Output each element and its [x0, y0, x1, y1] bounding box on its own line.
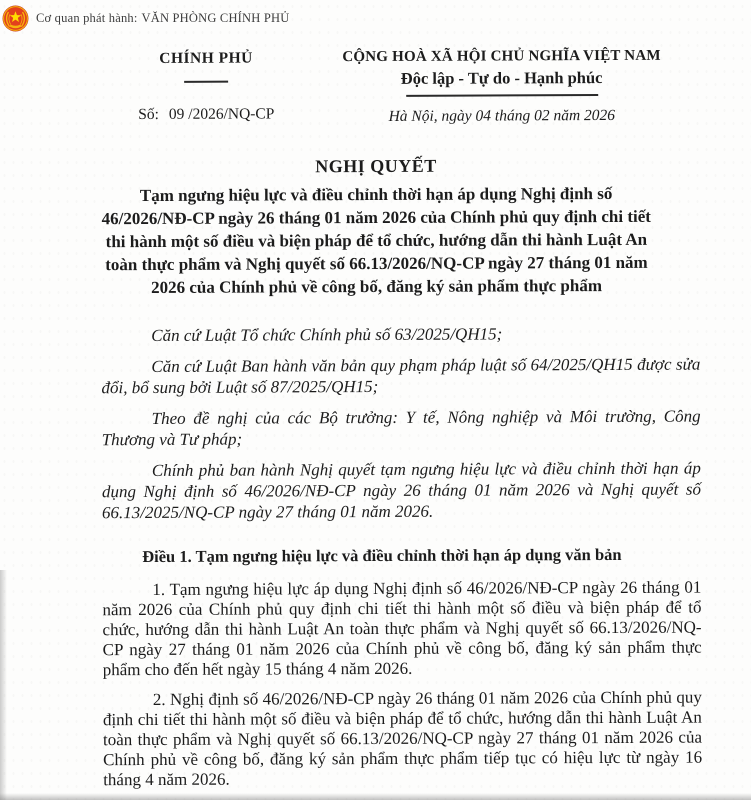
preamble-paragraph: Căn cứ Luật Tổ chức Chính phủ số 63/2025/QH15; [151, 324, 503, 345]
national-title: CỘNG HOÀ XÃ HỘI CHỦ NGHĨA VIỆT NAM [342, 47, 661, 66]
document-header [0, 47, 751, 127]
title-block [0, 154, 751, 299]
scan-bottom-shadow [0, 793, 751, 800]
doc-subject-line: Tạm ngưng hiệu lực và điều chỉnh thời hạn áp dụng Nghị định số [139, 183, 613, 205]
issuing-org-block [108, 49, 304, 126]
preamble-paragraph: Theo đề nghị của các Bộ trưởng: Y tế, Nông nghiệp và Môi trường, Công Thương và Tư pháp; [101, 406, 701, 449]
org-rule [184, 81, 228, 83]
doc-number-line [108, 105, 304, 124]
preamble [1, 322, 751, 523]
org-name: CHÍNH PHỦ [159, 49, 253, 67]
issuer-value: VĂN PHÒNG CHÍNH PHỦ [141, 10, 290, 25]
issuer-line [36, 11, 289, 26]
national-heading-block [304, 48, 699, 126]
preamble-paragraph: Chính phủ ban hành Nghị quyết tạm ngưng hiệu lực và điều chỉnh thời hạn áp dụng Nghị định số 46/2026/NĐ-CP ngày 26 tháng 01 năm 2026 và Nghị quyết số 66.13/2025/NQ-CP ngày 27 tháng 01 năm 2026. [101, 458, 701, 522]
doc-subject-line: 46/2026/NĐ-CP ngày 26 tháng 01 năm 2026 của Chính phủ quy định chi tiết [101, 206, 651, 228]
vietnam-national-emblem-icon [2, 5, 29, 32]
article-1-clause-1: 1. Tạm ngưng hiệu lực áp dụng Nghị định số 46/2026/NĐ-CP ngày 26 tháng 01 năm 2026 của Chính phủ quy định chi tiết thi hành một số điều và biện pháp để tổ chức, hướng dẫn thi hành Luật An toàn thực phẩm và Nghị quyết số 66.13/2026/NQ-CP ngày 27 tháng 01 năm 2026 của Chính phủ về công bố, đăng ký sản phẩm thực phẩm cho đến hết ngày 15 tháng 4 năm 2026. [102, 577, 702, 679]
article-1-clause-2: 2. Nghị định số 46/2026/NĐ-CP ngày 26 tháng 01 năm 2026 của Chính phủ quy định chi tiết thi hành một số điều và biện pháp để tổ chức, hướng dẫn thi hành Luật An toàn thực phẩm và Nghị quyết số 66.13/2026/NQ-CP ngày 27 tháng 01 năm 2026 của Chính phủ về công bố, đăng ký sản phẩm thực phẩm tiếp tục có hiệu lực từ ngày 16 tháng 4 năm 2026. [102, 687, 703, 789]
doc-subject-line: thi hành một số điều và biện pháp để tổ chức, hướng dẫn thi hành Luật An [105, 229, 648, 251]
national-motto: Độc lập - Tự do - Hạnh phúc [400, 68, 603, 88]
doc-subject-line: 2026 của Chính phủ về công bố, đăng ký sản phẩm thực phẩm [151, 275, 603, 297]
doc-subject-line: toàn thực phẩm và Nghị quyết số 66.13/2026/NQ-CP ngày 27 tháng 01 năm [105, 252, 648, 274]
scan-left-smudge [0, 570, 7, 800]
doc-subject [56, 181, 696, 299]
motto-rule [406, 94, 598, 96]
doc-number-label: Số: [138, 105, 159, 124]
article-1-heading: Điều 1. Tạm ngưng hiệu lực và điều chỉnh thời hạn áp dụng văn bản [142, 544, 622, 566]
preamble-paragraph: Căn cứ Luật Ban hành văn bản quy phạm pháp luật số 64/2025/QH15 được sửa đổi, bổ sung bởi Luật số 87/2025/QH15; [101, 354, 701, 397]
issuer-label: Cơ quan phát hành: [36, 10, 138, 25]
place-date: Hà Nội, ngày 04 tháng 02 năm 2026 [388, 106, 616, 125]
document-body [0, 47, 751, 790]
doc-type-title: NGHỊ QUYẾT [315, 155, 437, 176]
issuer-bar [0, 0, 751, 33]
article-1 [2, 544, 751, 790]
doc-number-value: 09 /2026/NQ-CP [168, 105, 275, 123]
